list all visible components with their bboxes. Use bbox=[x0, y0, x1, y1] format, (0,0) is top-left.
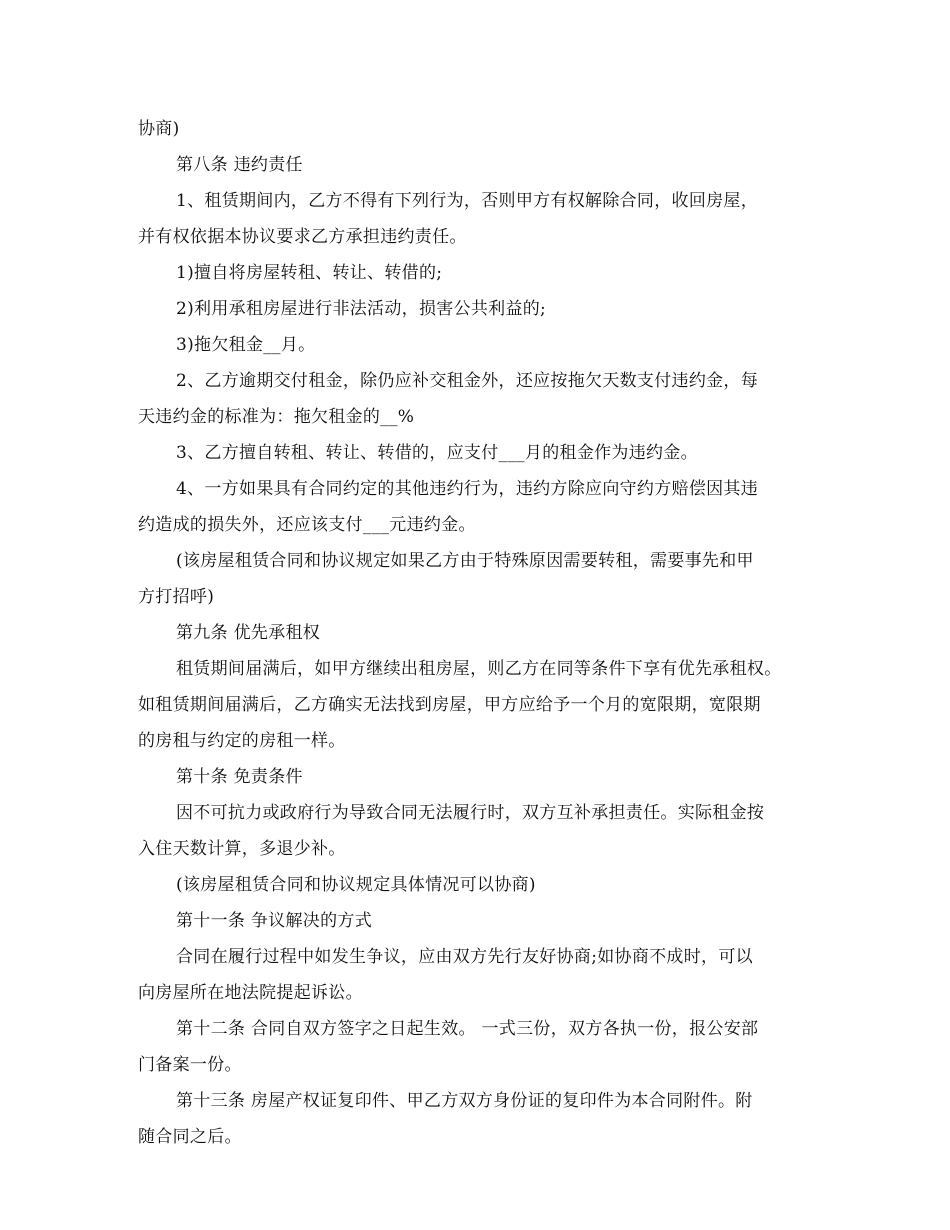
text-line: 如租赁期间届满后，乙方确实无法找到房屋，甲方应给予一个月的宽限期，宽限期 bbox=[138, 695, 761, 715]
text-line: 4、一方如果具有合同约定的其他违约行为，违约方除应向守约方赔偿因其违 bbox=[176, 479, 759, 499]
text-line: 协商) bbox=[138, 119, 180, 139]
text-line: 的房租与约定的房租一样。 bbox=[138, 731, 346, 751]
section-heading: 第十条 免责条件 bbox=[176, 767, 303, 787]
section-heading: 第十三条 房屋产权证复印件、甲乙方双方身份证的复印件为本合同附件。附 bbox=[176, 1091, 753, 1111]
text-line: 随合同之后。 bbox=[138, 1127, 242, 1147]
text-line: 因不可抗力或政府行为导致合同无法履行时，双方互补承担责任。实际租金按 bbox=[176, 803, 765, 823]
text-line: 3、乙方擅自转租、转让、转借的，应支付___月的租金作为违约金。 bbox=[176, 443, 698, 463]
text-line: 并有权依据本协议要求乙方承担违约责任。 bbox=[138, 227, 467, 247]
list-item: 3)拖欠租金__月。 bbox=[176, 335, 316, 355]
note-line: (该房屋租赁合同和协议规定如果乙方由于特殊原因需要转租，需要事先和甲 bbox=[176, 551, 754, 571]
list-item: 1)擅自将房屋转租、转让、转借的; bbox=[176, 263, 443, 283]
section-heading: 第九条 优先承租权 bbox=[176, 623, 321, 643]
section-heading: 第十二条 合同自双方签字之日起生效。 一式三份，双方各执一份，报公安部 bbox=[176, 1019, 759, 1039]
text-line: 租赁期间届满后，如甲方继续出租房屋，则乙方在同等条件下享有优先承租权。 bbox=[176, 659, 782, 679]
section-heading: 第十一条 争议解决的方式 bbox=[176, 911, 373, 931]
text-line: 约造成的损失外，还应该支付___元违约金。 bbox=[138, 515, 476, 535]
text-line: 1、租赁期间内，乙方不得有下列行为，否则甲方有权解除合同，收回房屋， bbox=[176, 191, 759, 211]
note-line: (该房屋租赁合同和协议规定具体情况可以协商) bbox=[176, 875, 536, 895]
text-line: 向房屋所在地法院提起诉讼。 bbox=[138, 983, 363, 1003]
text-line: 入住天数计算，多退少补。 bbox=[138, 839, 346, 859]
section-heading: 第八条 违约责任 bbox=[176, 155, 303, 175]
list-item: 2)利用承租房屋进行非法活动，损害公共利益的; bbox=[176, 299, 547, 319]
text-line: 合同在履行过程中如发生争议，应由双方先行友好协商;如协商不成时，可以 bbox=[176, 947, 753, 967]
text-line: 天违约金的标准为：拖欠租金的__% bbox=[138, 407, 415, 427]
text-line: 2、乙方逾期交付租金，除仍应补交租金外，还应按拖欠天数支付违约金，每 bbox=[176, 371, 759, 391]
note-line: 方打招呼) bbox=[138, 587, 215, 607]
text-line: 门备案一份。 bbox=[138, 1055, 242, 1075]
